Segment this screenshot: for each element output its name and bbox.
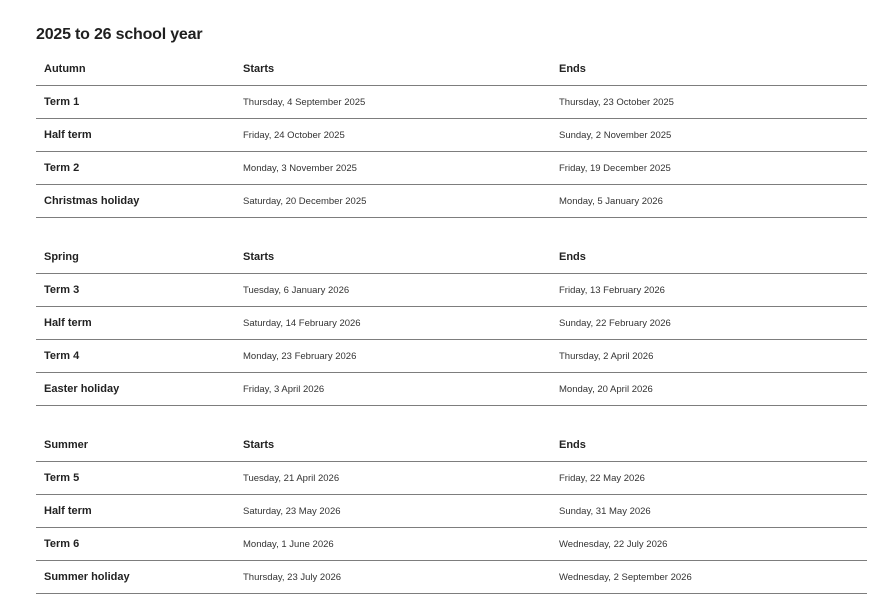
start-date: Friday, 24 October 2025 xyxy=(235,119,551,152)
header-row xyxy=(36,53,867,86)
season-heading: Spring xyxy=(36,241,235,274)
header-row xyxy=(36,429,867,462)
table-row xyxy=(36,152,867,185)
summer-table-header xyxy=(36,429,867,462)
start-date: Saturday, 20 December 2025 xyxy=(235,185,551,218)
table-row xyxy=(36,86,867,119)
term-name: Term 4 xyxy=(36,340,235,373)
season-heading: Autumn xyxy=(36,53,235,86)
end-date: Monday, 5 January 2026 xyxy=(551,185,867,218)
end-date: Monday, 20 April 2026 xyxy=(551,373,867,406)
term-name: Summer holiday xyxy=(36,561,235,594)
spring-table-body xyxy=(36,274,867,406)
start-date: Thursday, 4 September 2025 xyxy=(235,86,551,119)
end-date: Friday, 22 May 2026 xyxy=(551,462,867,495)
start-date: Tuesday, 21 April 2026 xyxy=(235,462,551,495)
table-row xyxy=(36,119,867,152)
start-date: Thursday, 23 July 2026 xyxy=(235,561,551,594)
season-heading: Summer xyxy=(36,429,235,462)
ends-column-heading: Ends xyxy=(551,53,867,86)
autumn-term-table xyxy=(36,53,867,218)
term-name: Half term xyxy=(36,119,235,152)
table-row xyxy=(36,528,867,561)
table-row xyxy=(36,561,867,594)
ends-column-heading: Ends xyxy=(551,429,867,462)
term-name: Half term xyxy=(36,495,235,528)
end-date: Sunday, 31 May 2026 xyxy=(551,495,867,528)
table-row xyxy=(36,307,867,340)
term-name: Half term xyxy=(36,307,235,340)
end-date: Thursday, 2 April 2026 xyxy=(551,340,867,373)
end-date: Thursday, 23 October 2025 xyxy=(551,86,867,119)
table-row xyxy=(36,495,867,528)
end-date: Wednesday, 22 July 2026 xyxy=(551,528,867,561)
term-name: Term 6 xyxy=(36,528,235,561)
table-row xyxy=(36,274,867,307)
start-date: Monday, 3 November 2025 xyxy=(235,152,551,185)
start-date: Saturday, 23 May 2026 xyxy=(235,495,551,528)
spring-table-header xyxy=(36,241,867,274)
start-date: Saturday, 14 February 2026 xyxy=(235,307,551,340)
table-row xyxy=(36,185,867,218)
starts-column-heading: Starts xyxy=(235,241,551,274)
term-name: Christmas holiday xyxy=(36,185,235,218)
table-row xyxy=(36,340,867,373)
ends-column-heading: Ends xyxy=(551,241,867,274)
term-name: Easter holiday xyxy=(36,373,235,406)
start-date: Friday, 3 April 2026 xyxy=(235,373,551,406)
starts-column-heading: Starts xyxy=(235,53,551,86)
spring-term-table xyxy=(36,241,867,406)
end-date: Friday, 13 February 2026 xyxy=(551,274,867,307)
start-date: Monday, 23 February 2026 xyxy=(235,340,551,373)
term-name: Term 3 xyxy=(36,274,235,307)
end-date: Friday, 19 December 2025 xyxy=(551,152,867,185)
end-date: Wednesday, 2 September 2026 xyxy=(551,561,867,594)
end-date: Sunday, 2 November 2025 xyxy=(551,119,867,152)
autumn-table-header xyxy=(36,53,867,86)
table-row xyxy=(36,373,867,406)
term-name: Term 1 xyxy=(36,86,235,119)
term-name: Term 2 xyxy=(36,152,235,185)
summer-table-body xyxy=(36,462,867,594)
term-name: Term 5 xyxy=(36,462,235,495)
header-row xyxy=(36,241,867,274)
start-date: Monday, 1 June 2026 xyxy=(235,528,551,561)
summer-term-table xyxy=(36,429,867,594)
table-row xyxy=(36,462,867,495)
autumn-table-body xyxy=(36,86,867,218)
start-date: Tuesday, 6 January 2026 xyxy=(235,274,551,307)
page-title: 2025 to 26 school year xyxy=(36,26,203,43)
starts-column-heading: Starts xyxy=(235,429,551,462)
end-date: Sunday, 22 February 2026 xyxy=(551,307,867,340)
